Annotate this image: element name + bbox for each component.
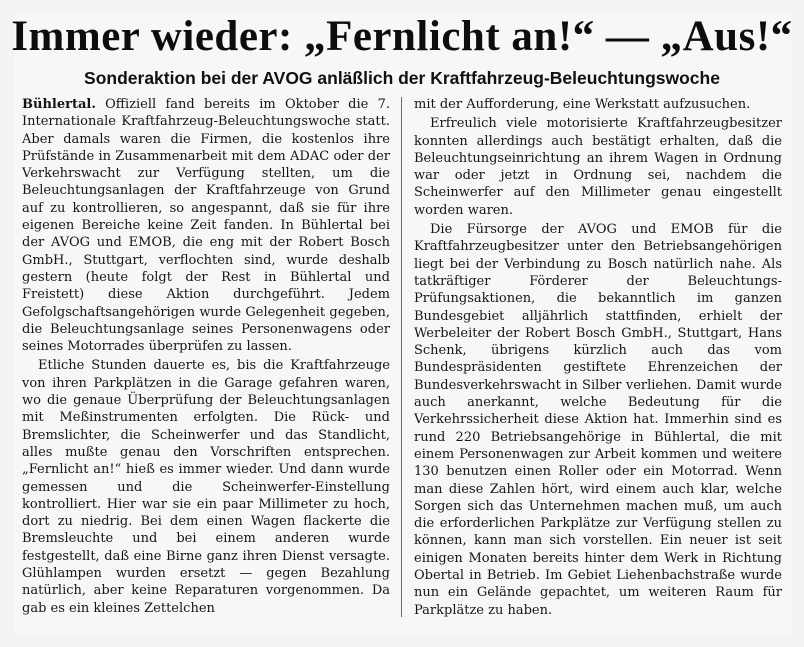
headline: Immer wieder: „Fernlicht an!“ — „Aus!“ [11, 13, 793, 60]
paragraph-3: Erfreulich viele motorisierte Kraftfahrzeugbesitzer konnten allerdings auch bestätigt erhalten, daß die Beleuchtungseinrichtung an ihrem Wagen in Ordnung war oder jetzt in Ordnung sei, nachdem die Scheinwerfer auf den Millimeter genau eingestellt worden waren. [414, 116, 782, 218]
subheadline: Sonderaktion bei der AVOG anläßlich der Kraftfahrzeug-Beleuchtungswoche [84, 68, 720, 88]
paragraph-4: Die Fürsorge der AVOG und EMOB für die Kraftfahrzeugbesitzer unter den Betriebsangehörigen liegt bei der Verbindung zu Bosch natürlich nahe. Als tatkräftiger Förderer der Beleuchtungs-Prüfungsaktionen, die bekanntlich im ganzen Bundesgebiet alljährlich stattfinden, erhielt der Werbeleiter der Robert Bosch GmbH., Stuttgart, Hans Schenk, übrigens kürzlich auch das vom Bundespräsidenten gestiftete Ehrenzeichen der Bundesverkehrswacht in Silber verliehen. Damit wurde auch anerkannt, welche Bedeutung für die Verkehrssicherheit diese Aktion hat. Immerhin sind es rund 220 Betriebsangehörige in Bühlertal, die mit einem Personenwagen zur Arbeit kommen und weitere 130 benutzen einen Roller oder ein Motorrad. Wenn man diese Zahlen hört, wird einem auch klar, welche Sorgen sich das Unternehmen machen muß, um auch die erforderlichen Parkplätze zur Verfügung stellen zu können, kann man sich vorstellen. Ein neuer ist seit einigen Monaten bereits hinter dem Werk in Richtung Obertal in Betrieb. Im Gebiet Liehenbachstraße wurde nun ein Gelände gepachtet, um weiteren Raum für Parkplätze zu haben. [414, 222, 782, 618]
column-divider [401, 97, 402, 617]
paragraph-1 [22, 96, 390, 355]
left-column [22, 96, 390, 617]
paragraph-2-continued: mit der Aufforderung, eine Werkstatt aufzusuchen. [414, 97, 751, 112]
dateline: Bühlertal. [22, 97, 96, 112]
right-column [414, 96, 782, 619]
paragraph-2: Etliche Stunden dauerte es, bis die Kraftfahrzeuge von ihren Parkplätzen in die Garage gefahren waren, wo die genaue Überprüfung der Beleuchtungsanlagen mit Meßinstrumenten erfolgten. Die Rück- und Bremslichter, die Scheinwerfer und das Standlicht, alles mußte genau den Vorschriften entsprechen. „Fernlicht an!“ hieß es immer wieder. Und dann wurde gemessen und die Scheinwerfer-Einstellung kontrolliert. Hier war sie ein paar Millimeter zu hoch, dort zu niedrig. Bei dem einen Wagen flackerte die Bremsleuchte und bei einem anderen wurde festgestellt, daß eine Birne ganz ihren Dienst versagte. Glühlampen wurden ersetzt — gegen Bezahlung natürlich, aber keine Reparaturen vorgenommen. Da gab es ein kleines Zettelchen [22, 358, 390, 616]
paragraph-1-text: Offiziell fand bereits im Oktober die 7. Internationale Kraftfahrzeug-Beleuchtungswoche statt. Aber damals waren die Firmen, die kostenlos ihre Prüfstände in Zusammenarbeit mit dem ADAC oder der Verkehrswacht zur Verfügung stellten, um die Beleuchtungsanlagen der Kraftfahrzeuge von Grund auf zu kontrollieren, so angespannt, daß sie für ihre eigenen Bereiche keine Zeit fanden. In Bühlertal bei der AVOG und EMOB, die eng mit der Robert Bosch GmbH., Stuttgart, verflochten sind, wurde deshalb gestern (heute folgt der Rest in Bühlertal und Freistett) diese Aktion durchgeführt. Jedem Gefolgschaftsangehörigen wurde Gelegenheit gegeben, die Beleuchtungsanlage seines Personenwagens oder seines Motorrades überprüfen zu lassen. [22, 97, 390, 355]
